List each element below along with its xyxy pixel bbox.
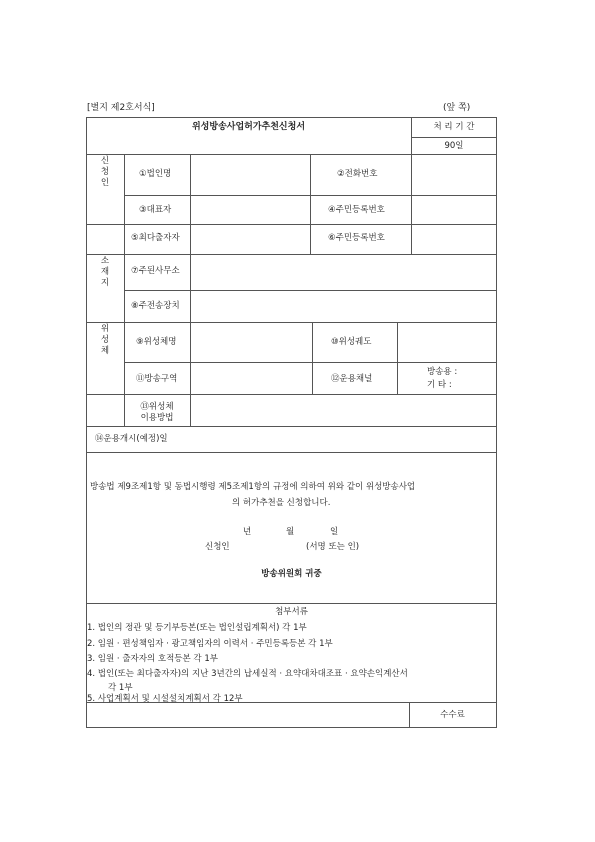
row-line bbox=[124, 290, 497, 291]
attachment-item: 1. 법인의 정관 및 등기부등본(또는 법인설립계획서) 각 1부 bbox=[87, 623, 307, 633]
date-month: 월 bbox=[286, 527, 295, 537]
statement-line-1: 방송법 제9조제1항 및 동법시행령 제5조제1항의 규정에 의하여 위와 같이 위성방송사업 bbox=[90, 482, 416, 492]
field-phone: ②전화번호 bbox=[337, 169, 378, 179]
field-start-date: ⑭운용개시(예정)일 bbox=[95, 434, 168, 444]
col-line bbox=[312, 322, 313, 394]
form-title: 위성방송사업허가추천신청서 bbox=[191, 122, 306, 132]
page-side-label: (앞 쪽) bbox=[443, 103, 471, 113]
row-line bbox=[124, 195, 497, 196]
row-line bbox=[124, 362, 497, 363]
col-line bbox=[397, 322, 398, 394]
field-corp-name: ①법인명 bbox=[139, 169, 172, 179]
attachments-title: 첨부서류 bbox=[275, 607, 308, 617]
field-broadcast-area: ⑪방송구역 bbox=[136, 374, 178, 384]
row-line bbox=[86, 426, 497, 427]
attachment-item: 2. 임원 · 편성책임자 · 광고책임자의 이력서 · 주민등록등본 각 1부 bbox=[87, 639, 333, 649]
field-main-office: ⑦주된사무소 bbox=[131, 266, 180, 276]
col-line bbox=[310, 154, 311, 254]
channel-other-label: 기 타 : bbox=[427, 380, 452, 390]
section-location: 소 재 지 bbox=[100, 256, 110, 288]
row-line bbox=[86, 154, 497, 155]
field-satellite-use-1: ⑬위성체 bbox=[140, 402, 174, 412]
attachment-item: 5. 사업계획서 및 시설설치계획서 각 12부 bbox=[87, 694, 243, 704]
attachment-item: 3. 임원 · 출자자의 호적등본 각 1부 bbox=[87, 654, 218, 664]
field-major-investor: ⑤최다출자자 bbox=[131, 233, 180, 243]
frame-right bbox=[496, 117, 497, 728]
fee-label: 수수료 bbox=[440, 710, 465, 720]
field-satellite-orbit: ⑩위성궤도 bbox=[331, 337, 372, 347]
field-rep-reg-no: ④주민등록번호 bbox=[328, 205, 385, 215]
field-satellite-name: ⑨위성체명 bbox=[136, 337, 177, 347]
signature-note: (서명 또는 인) bbox=[306, 542, 360, 552]
row-line bbox=[86, 322, 497, 323]
row-line bbox=[86, 394, 497, 395]
recipient: 방송위원회 귀중 bbox=[261, 569, 322, 579]
statement-line-2: 의 허가추천을 신청합니다. bbox=[232, 498, 331, 508]
frame-top bbox=[86, 117, 497, 118]
row-line bbox=[86, 603, 497, 604]
date-day: 일 bbox=[330, 527, 339, 537]
attachment-item: 각 1부 bbox=[108, 683, 133, 693]
col-line bbox=[411, 154, 412, 254]
date-year: 년 bbox=[243, 527, 252, 537]
field-representative: ③대표자 bbox=[139, 205, 172, 215]
row-line bbox=[86, 224, 497, 225]
field-investor-reg-no: ⑥주민등록번호 bbox=[328, 233, 385, 243]
form-number: [별지 제2호서식] bbox=[87, 103, 155, 113]
row-line bbox=[86, 254, 497, 255]
field-satellite-use-2: 이용방법 bbox=[140, 413, 174, 423]
row-line bbox=[86, 452, 497, 453]
processing-period-label: 처 리 기 간 bbox=[433, 122, 475, 132]
applicant-label: 신청인 bbox=[205, 542, 230, 552]
channel-broadcast-label: 방송용 : bbox=[427, 367, 458, 377]
section-satellite: 위 성 체 bbox=[100, 324, 110, 356]
field-operating-channel: ⑫운용채널 bbox=[331, 374, 373, 384]
frame-bottom bbox=[86, 727, 497, 728]
row-line bbox=[411, 137, 497, 138]
processing-period-value: 90일 bbox=[444, 141, 464, 151]
attachment-item: 4. 법인(또는 최다출자자)의 지난 3년간의 납세실적 · 요약대차대조표 · 요약손익계산서 bbox=[87, 669, 408, 679]
field-main-facility: ⑧주전송장치 bbox=[131, 301, 180, 311]
section-applicant: 신 청 인 bbox=[100, 156, 110, 188]
